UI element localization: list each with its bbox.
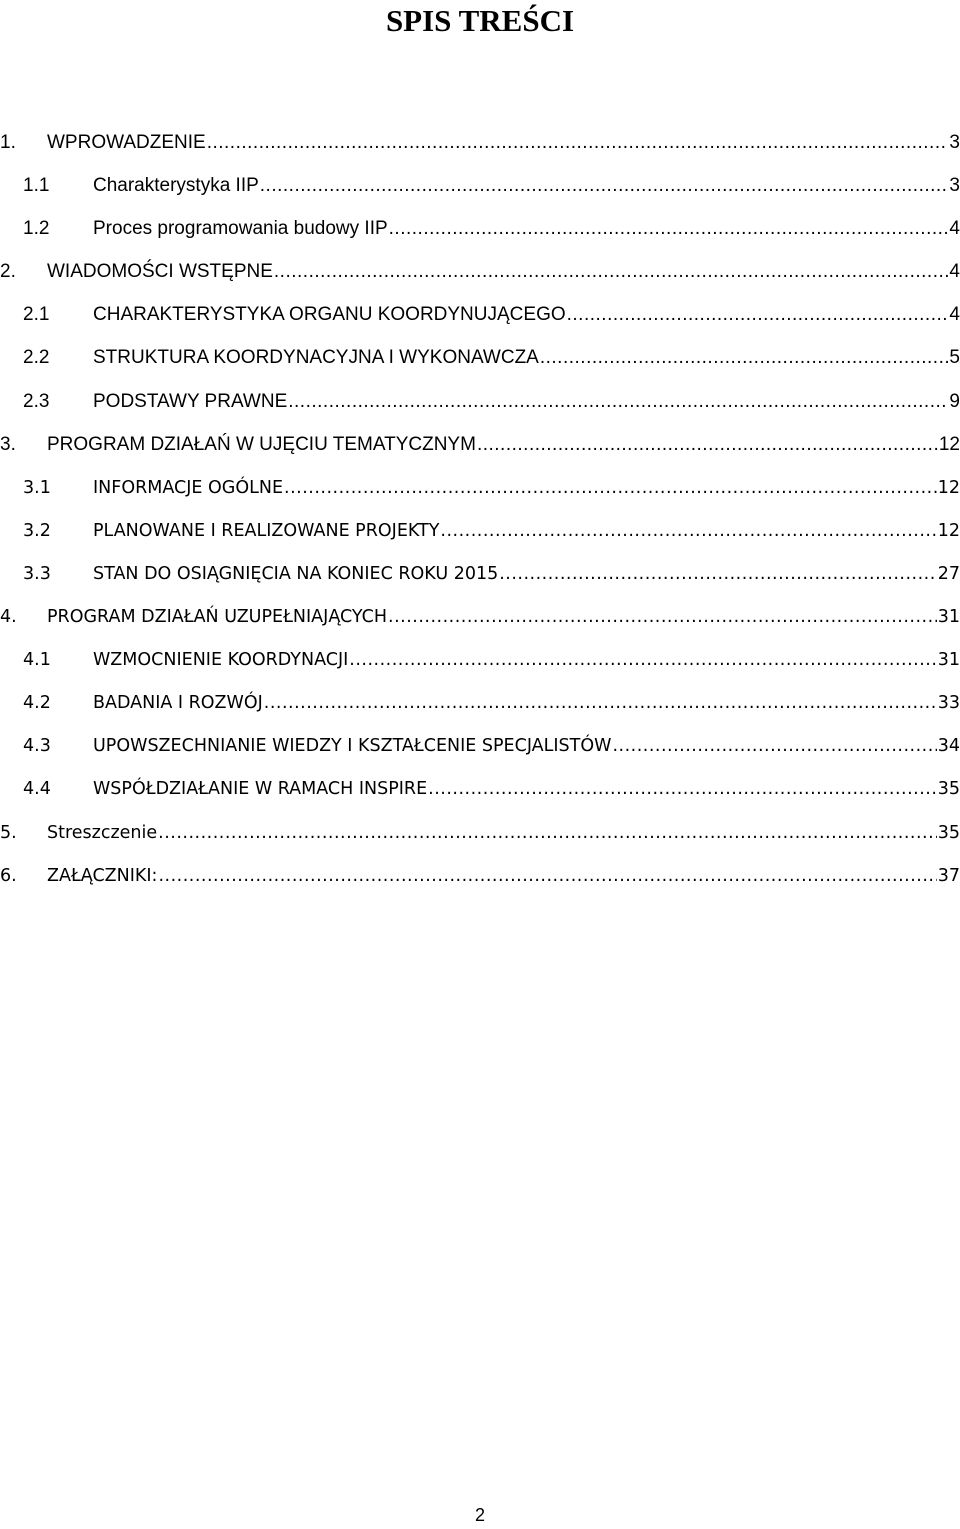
- toc-entry[interactable]: [0, 642, 960, 685]
- toc-entry[interactable]: [0, 599, 960, 642]
- toc-entry-page: 34: [937, 736, 960, 757]
- toc-entry[interactable]: [0, 254, 960, 297]
- dot-leader: [274, 254, 949, 290]
- toc-entry[interactable]: [0, 297, 960, 340]
- toc-entry-page: 31: [937, 650, 960, 671]
- toc-entry-label: WZMOCNIENIE KOORDYNACJI: [93, 650, 349, 671]
- dot-leader: [440, 513, 936, 549]
- toc-entry-label: PODSTAWY PRAWNE: [93, 390, 288, 412]
- toc-entry-number: 6.: [0, 865, 17, 886]
- toc-entry[interactable]: [0, 513, 960, 556]
- toc-entry-page: 5: [949, 347, 960, 369]
- toc-entry-page: 4: [949, 261, 960, 283]
- toc-entry-number: 4.1: [23, 650, 51, 671]
- table-of-contents: [0, 125, 960, 901]
- toc-entry[interactable]: [0, 815, 960, 858]
- toc-entry-number: 4.: [0, 607, 17, 628]
- page-number: 2: [474, 1505, 485, 1525]
- toc-entry-label: Streszczenie: [47, 822, 158, 843]
- toc-entry-label: UPOWSZECHNIANIE WIEDZY I KSZTAŁCENIE SPECJALISTÓW: [93, 736, 612, 757]
- toc-entry[interactable]: [0, 125, 960, 168]
- toc-entry[interactable]: [0, 685, 960, 728]
- toc-entry-page: 12: [938, 433, 960, 455]
- toc-entry-page: 35: [937, 779, 960, 800]
- toc-entry-number: 4.2: [23, 693, 51, 714]
- dot-leader: [567, 297, 949, 333]
- dot-leader: [428, 771, 937, 807]
- dot-leader: [284, 470, 937, 506]
- toc-entry-page: 33: [937, 693, 960, 714]
- toc-entry-page: 3: [949, 132, 960, 153]
- toc-entry-label: ZAŁĄCZNIKI:: [47, 865, 158, 886]
- toc-entry-number: 5.: [0, 822, 17, 843]
- toc-entry-label: PLANOWANE I REALIZOWANE PROJEKTY: [93, 520, 440, 541]
- toc-entry-label: WSPÓŁDZIAŁANIE W RAMACH INSPIRE: [93, 779, 428, 800]
- dot-leader: [158, 858, 936, 894]
- toc-entry[interactable]: [0, 211, 960, 254]
- toc-entry-number: 1.: [0, 132, 16, 153]
- dot-leader: [288, 384, 948, 420]
- toc-entry-number: 4.4: [23, 779, 51, 800]
- toc-entry-number: 4.3: [23, 736, 51, 757]
- toc-entry[interactable]: [0, 470, 960, 513]
- toc-entry-page: 12: [937, 477, 960, 498]
- dot-leader: [389, 211, 949, 247]
- toc-entry[interactable]: [0, 858, 960, 901]
- toc-entry-label: PROGRAM DZIAŁAŃ W UJĘCIU TEMATYCZNYM: [47, 433, 476, 455]
- toc-entry-label: STAN DO OSIĄGNIĘCIA NA KONIEC ROKU 2015: [93, 563, 499, 584]
- toc-entry-label: WIADOMOŚCI WSTĘPNE: [47, 261, 273, 283]
- dot-leader: [540, 340, 949, 376]
- toc-entry-page: 3: [949, 175, 960, 197]
- toc-entry-page: 35: [937, 822, 960, 843]
- toc-entry-number: 3.2: [23, 520, 51, 541]
- toc-entry-number: 2.2: [23, 347, 50, 369]
- dot-leader: [158, 815, 937, 851]
- dot-leader: [207, 125, 949, 161]
- toc-entry[interactable]: [0, 384, 960, 427]
- toc-entry-page: 4: [949, 218, 960, 240]
- toc-entry-number: 2.1: [23, 304, 50, 326]
- toc-entry-label: STRUKTURA KOORDYNACYJNA I WYKONAWCZA: [93, 347, 539, 369]
- toc-entry[interactable]: [0, 168, 960, 211]
- toc-entry-page: 9: [949, 390, 960, 412]
- page-title: SPIS TREŚCI: [385, 3, 575, 38]
- toc-entry-number: 3.3: [23, 563, 51, 584]
- toc-entry-page: 37: [937, 865, 960, 886]
- toc-entry-page: 31: [937, 607, 960, 628]
- dot-leader: [499, 556, 936, 592]
- dot-leader: [477, 427, 938, 463]
- toc-entry-label: CHARAKTERYSTYKA ORGANU KOORDYNUJĄCEGO: [93, 304, 566, 326]
- toc-entry[interactable]: [0, 556, 960, 599]
- toc-entry[interactable]: [0, 771, 960, 814]
- toc-entry-number: 2.3: [23, 390, 50, 412]
- toc-entry[interactable]: [0, 340, 960, 383]
- toc-entry[interactable]: [0, 728, 960, 771]
- toc-entry-label: WPROWADZENIE: [47, 132, 206, 153]
- toc-entry-page: 12: [937, 520, 960, 541]
- toc-entry-label: Proces programowania budowy IIP: [93, 218, 388, 240]
- toc-entry-number: 1.1: [23, 175, 50, 197]
- toc-entry-page: 4: [949, 304, 960, 326]
- toc-entry-label: BADANIA I ROZWÓJ: [93, 693, 263, 714]
- dot-leader: [260, 168, 949, 204]
- toc-entry-number: 2.: [0, 261, 16, 283]
- toc-entry-page: 27: [937, 563, 960, 584]
- toc-entry-number: 1.2: [23, 218, 50, 240]
- dot-leader: [264, 685, 937, 721]
- toc-entry-label: Charakterystyka IIP: [93, 175, 259, 197]
- toc-entry-number: 3.1: [23, 477, 51, 498]
- toc-entry-number: 3.: [0, 433, 16, 455]
- toc-entry-label: PROGRAM DZIAŁAŃ UZUPEŁNIAJĄCYCH: [47, 607, 388, 628]
- dot-leader: [612, 728, 936, 764]
- toc-entry[interactable]: [0, 427, 960, 470]
- toc-entry-label: INFORMACJE OGÓLNE: [93, 477, 284, 498]
- dot-leader: [388, 599, 937, 635]
- dot-leader: [349, 642, 936, 678]
